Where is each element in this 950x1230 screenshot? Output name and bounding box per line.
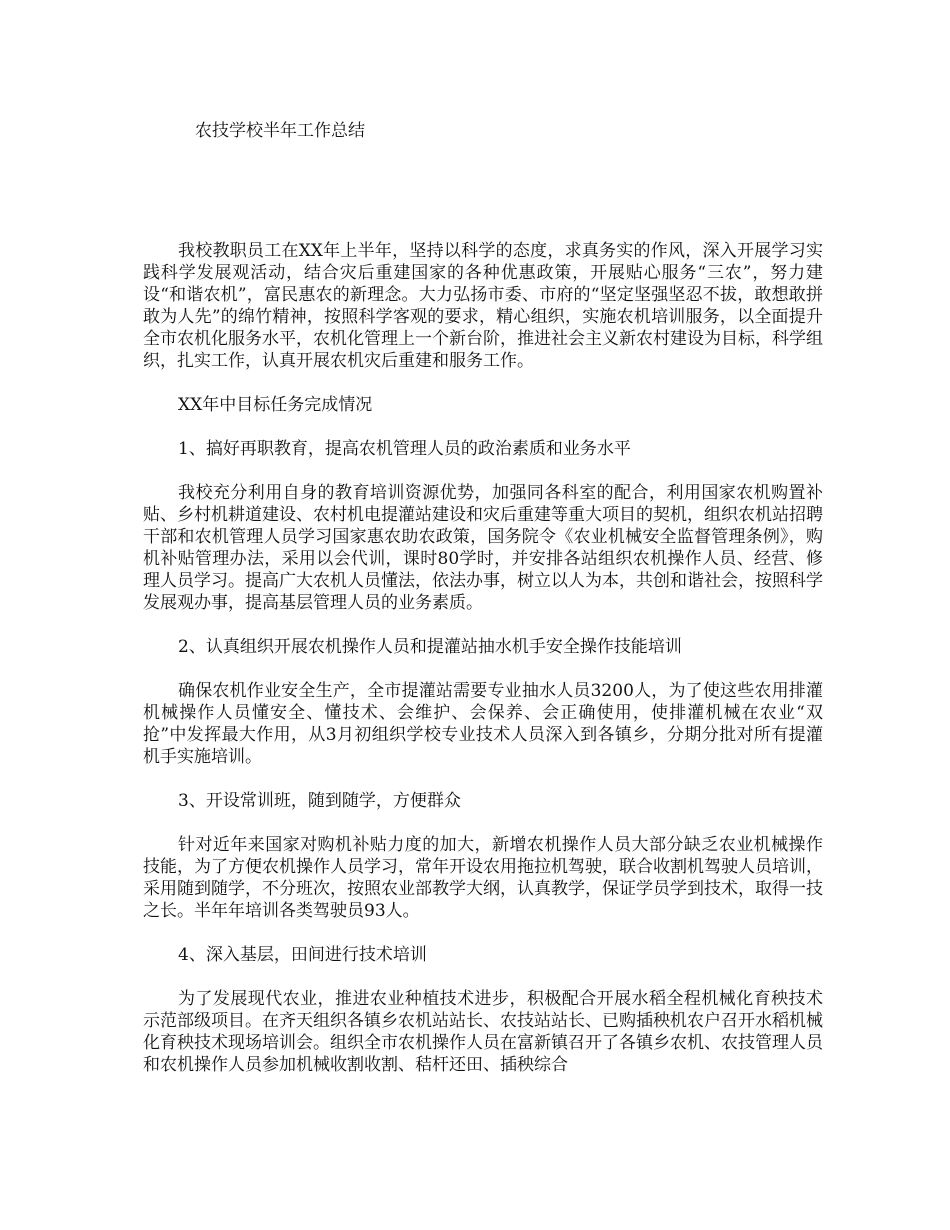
item-4-body: 为了发展现代农业，推进农业种植技术进步，积极配合开展水稻全程机械化育秧技术示范部级项目。在齐天组织各镇乡农机站站长、农技站站长、已购插秧机农户召开水稻机械化育秧技术现场培训会。组织全市农机操作人员在富新镇召开了各镇乡农机、农技管理人员和农机操作人员参加机械收割收割、秸杆还田、插秧综合 [143, 989, 823, 1075]
item-2-body: 确保农机作业安全生产，全市提灌站需要专业抽水人员3200人，为了使这些农用排灌机械操作人员懂安全、懂技术、会维护、会保养、会正确使用，使排灌机械在农业“双抢”中发挥最大作用，从3月初组织学校专业技术人员深入到各镇乡，分期分批对所有提灌机手实施培训。 [143, 681, 823, 767]
document-body [143, 240, 823, 1076]
item-4-heading: 4、深入基层，田间进行技术培训 [178, 945, 427, 965]
item-3-heading: 3、开设常训班，随到随学，方便群众 [178, 791, 461, 811]
item-3-body: 针对近年来国家对购机补贴力度的加大，新增农机操作人员大部分缺乏农业机械操作技能，为了方便农机操作人员学习，常年开设农用拖拉机驾驶，联合收割机驾驶人员培训，采用随到随学，不分班次，按照农业部教学大纲，认真教学，保证学员学到技术，取得一技之长。半年年培训各类驾驶员93人。 [143, 835, 823, 921]
item-1-body: 我校充分利用自身的教育培训资源优势，加强同各科室的配合，利用国家农机购置补贴、乡村机耕道建设、农村机电提灌站建设和灾后重建等重大项目的契机，组织农机站招聘干部和农机管理人员学习国家惠农助农政策，国务院令《农业机械安全监督管理条例》，购机补贴管理办法，采用以会代训，课时80学时，并安排各站组织农机操作人员、经营、修理人员学习。提高广大农机人员懂法，依法办事，树立以人为本，共创和谐社会，按照科学发展观办事，提高基层管理人员的业务素质。 [143, 483, 823, 613]
intro-paragraph: 我校教职员工在XX年上半年，坚持以科学的态度，求真务实的作风，深入开展学习实践科学发展观活动，结合灾后重建国家的各种优惠政策，开展贴心服务“三农”，努力建设“和谐农机”，富民惠农的新理念。大力弘扬市委、市府的“坚定坚强坚忍不拔，敢想敢拼敢为人先”的绵竹精神，按照科学客观的要求，精心组织，实施农机培训服务，以全面提升全市农机化服务水平，农机化管理上一个新台阶，推进社会主义新农村建设为目标，科学组织，扎实工作，认真开展农机灾后重建和服务工作。 [143, 241, 823, 371]
section-heading: XX年中目标任务完成情况 [178, 395, 373, 415]
document-title: 农技学校半年工作总结 [195, 121, 365, 141]
item-1-heading: 1、搞好再职教育，提高农机管理人员的政治素质和业务水平 [178, 439, 631, 459]
item-2-heading: 2、认真组织开展农机操作人员和提灌站抽水机手安全操作技能培训 [178, 637, 682, 657]
